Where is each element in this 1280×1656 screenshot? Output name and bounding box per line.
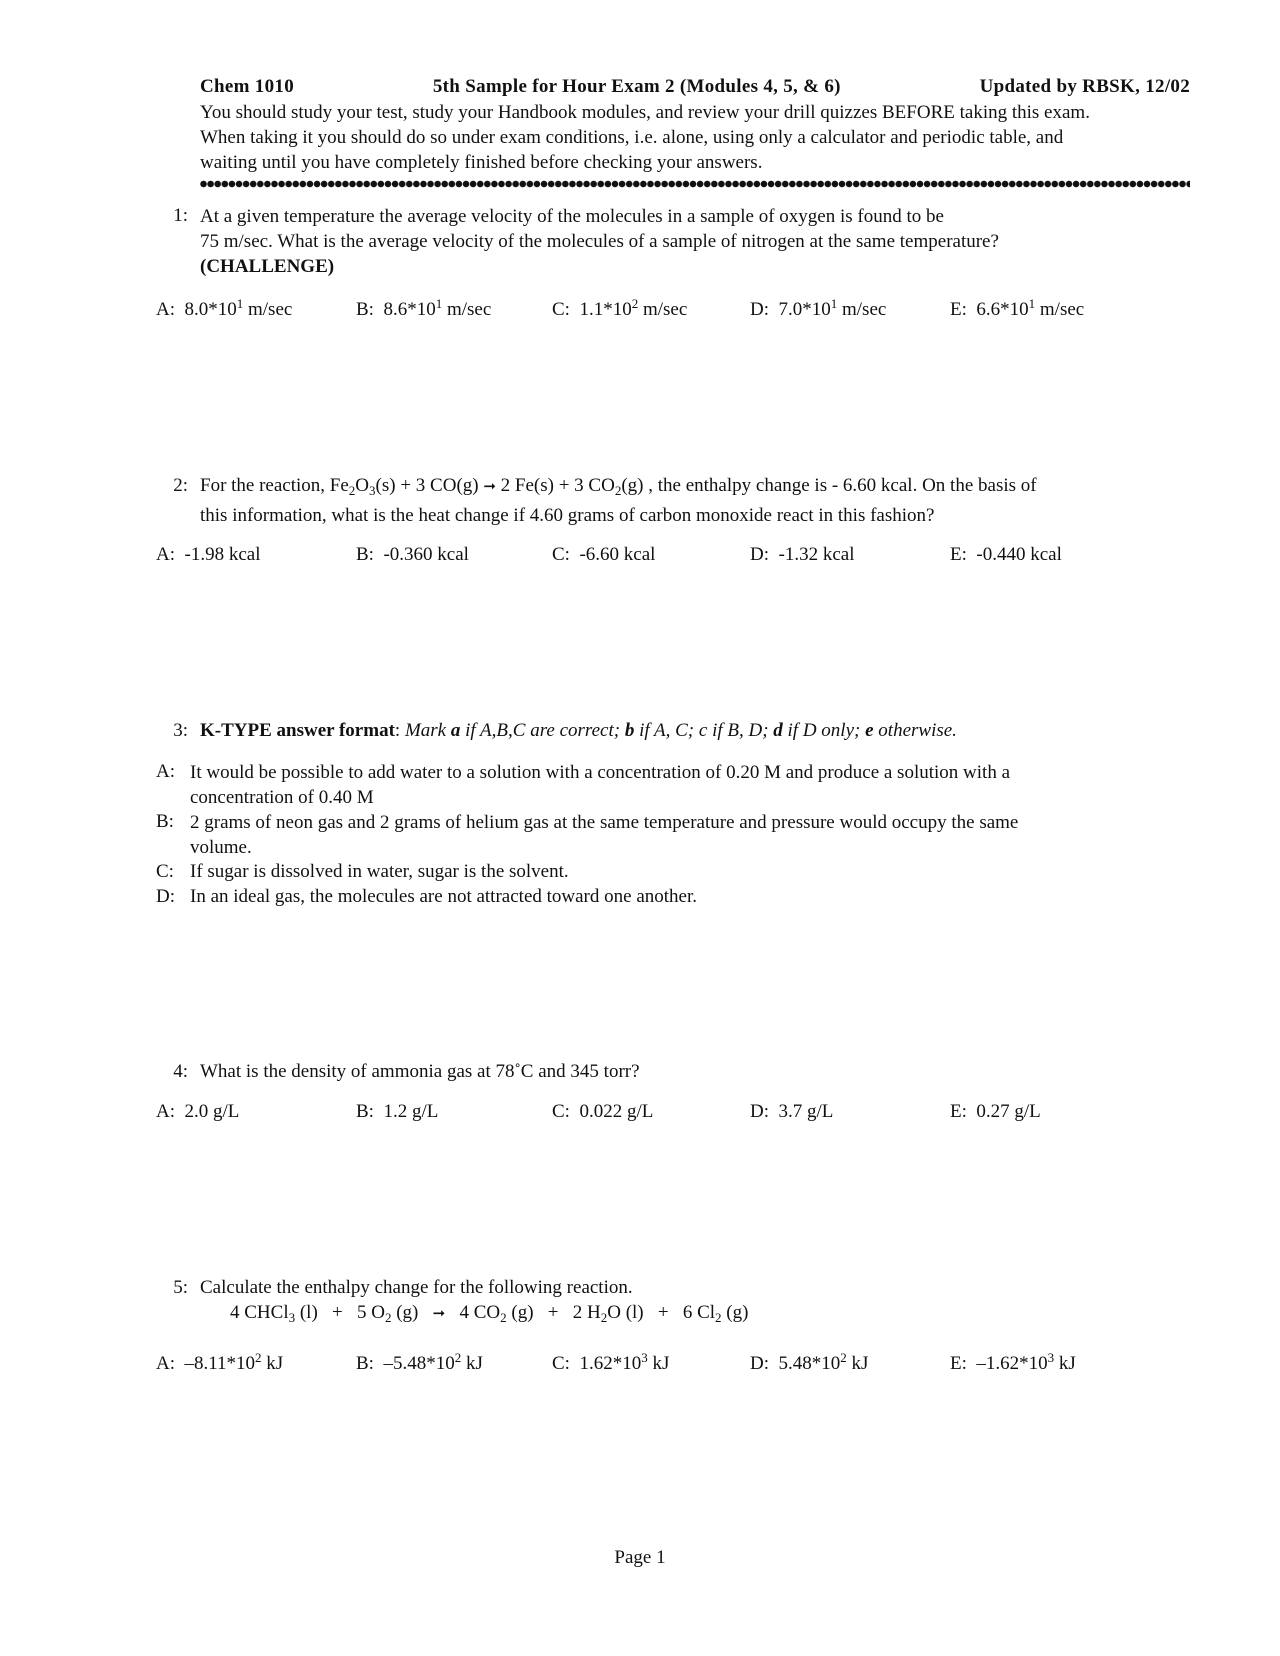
- q1-option-a: A: $8.0*10^1$ m/sec: [156, 296, 293, 320]
- q4-option-a: A: 2.0 g/L: [156, 1101, 240, 1122]
- statement-d: In an ideal gas, the molecules are not attracted toward one another.: [190, 886, 697, 907]
- challenge-tag: (CHALLENGE): [200, 256, 335, 277]
- q5-option-c: C: $1.62*10^3$ kJ: [552, 1350, 670, 1374]
- question-5-text: Calculate the enthalpy change for the following reaction.: [200, 1277, 633, 1298]
- question-2-number: 2:: [173, 475, 188, 496]
- dotted-divider: [200, 180, 1190, 188]
- q1-option-d: D: $7.0*10^1$ m/sec: [750, 296, 887, 320]
- statement-b-label: B:: [156, 811, 174, 832]
- course-title: Chem 1010: [200, 76, 294, 97]
- statement-d-label: D:: [156, 886, 175, 907]
- reaction-equation: 4 CHCl$_3$ (l) + 5 $O_2$ (g) ➞ 4 $CO_2$ (g) + 2 $H_2O$ (l) + 6 $Cl_2$ (g): [230, 1302, 749, 1325]
- question-3-number: 3:: [173, 720, 188, 741]
- q2-option-d: D: -1.32 kcal: [750, 544, 855, 565]
- instruction-line: You should study your test, study your Handbook modules, and review your drill quizzes BEFORE taking this exam.: [200, 102, 1090, 123]
- q5-option-d: D: $5.48*10^2$ kJ: [750, 1350, 869, 1374]
- q5-option-b: B: $-5.48*10^2$ kJ: [356, 1350, 483, 1374]
- question-4-number: 4:: [173, 1061, 188, 1082]
- reaction-arrow-icon: ➞: [432, 1304, 446, 1322]
- statement-b: 2 grams of neon gas and 2 grams of helium gas at the same temperature and pressure would occupy the same volume.: [190, 812, 1019, 858]
- exam-header: [200, 75, 1190, 100]
- question-2-line: For the reaction, $Fe_2O_3(s) + 3$ CO(g) ➞ 2 Fe(s) + 3 $CO_2(g)$ , the enthalpy change is - 6.60 kcal. On the basis of: [200, 475, 1037, 498]
- q4-option-e: E: 0.27 g/L: [950, 1101, 1041, 1122]
- q2-option-c: C: -6.60 kcal: [552, 544, 656, 565]
- q1-option-c: C: $1.1*10^2$ m/sec: [552, 296, 688, 320]
- statement-c: If sugar is dissolved in water, sugar is the solvent.: [190, 861, 569, 882]
- question-3-line: K-TYPE answer format: Mark a if A,B,C are correct; b if A, C; c if B, D; d if D only; e otherwise.: [200, 720, 957, 741]
- q2-option-e: E: -0.440 kcal: [950, 544, 1062, 565]
- q5-option-e: E: $-1.62*10^3$ kJ: [950, 1350, 1076, 1374]
- q5-option-a: A: $-8.11*10^2$ kJ: [156, 1350, 284, 1374]
- question-1-line: At a given temperature the average velocity of the molecules in a sample of oxygen is found to be: [200, 206, 944, 227]
- question-2-line: this information, what is the heat change if 4.60 grams of carbon monoxide react in this fashion?: [200, 505, 935, 526]
- statement-a-label: A:: [156, 761, 175, 782]
- exam-title: 5th Sample for Hour Exam 2 (Modules 4, 5, & 6): [432, 76, 841, 97]
- question-1-line: 75 m/sec. What is the average velocity of the molecules of a sample of nitrogen at the same temperature?: [200, 231, 999, 252]
- q2-option-a: A: -1.98 kcal: [156, 544, 261, 565]
- reaction-arrow-icon: ➞: [483, 477, 496, 495]
- instruction-line: When taking it you should do so under exam conditions, i.e. alone, using only a calculator and periodic table, and: [200, 127, 1064, 148]
- q4-option-d: D: 3.7 g/L: [750, 1101, 834, 1122]
- q1-option-e: E: $6.6*10^1$ m/sec: [950, 296, 1085, 320]
- question-5-number: 5:: [173, 1277, 188, 1298]
- statement-c-label: C:: [156, 861, 174, 882]
- instruction-line: waiting until you have completely finished before checking your answers.: [200, 152, 763, 173]
- instructions: [200, 100, 1190, 175]
- page-number: Page 1: [614, 1547, 666, 1568]
- q1-option-b: B: $8.6*10^1$ m/sec: [356, 296, 492, 320]
- question-1-text: [200, 204, 999, 279]
- q4-option-b: B: 1.2 g/L: [356, 1101, 439, 1122]
- question-1-number: 1:: [173, 205, 188, 226]
- statement-a: It would be possible to add water to a solution with a concentration of 0.20 M and produce a solution with a concentration of 0.40 M: [190, 762, 1010, 808]
- q4-option-c: C: 0.022 g/L: [552, 1101, 654, 1122]
- q2-option-b: B: -0.360 kcal: [356, 544, 469, 565]
- updated-note: Updated by RBSK, 12/02: [979, 76, 1190, 97]
- question-4-text: What is the density of ammonia gas at 78˚C and 345 torr?: [200, 1061, 640, 1082]
